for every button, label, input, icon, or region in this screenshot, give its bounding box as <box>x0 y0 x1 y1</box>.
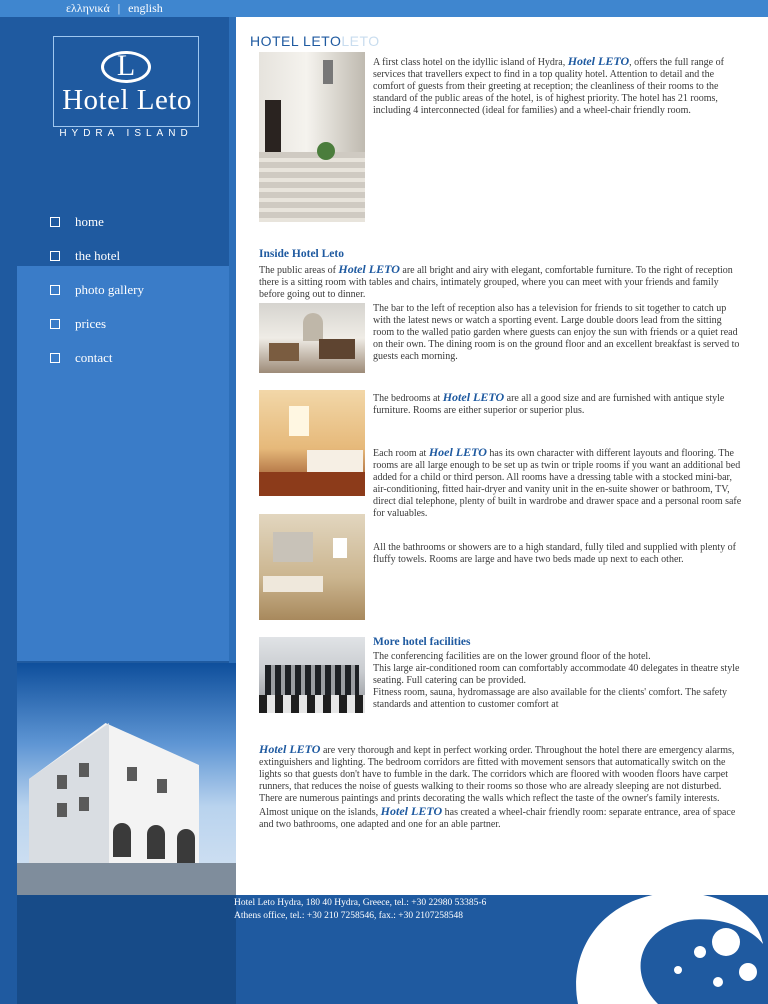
photo-detail <box>323 60 333 84</box>
photo-detail <box>307 450 363 472</box>
intro-paragraph <box>373 55 745 117</box>
bedrooms-paragraph <box>373 391 745 417</box>
bullet-square-icon <box>50 217 60 227</box>
bathroom-photo <box>259 514 365 620</box>
logo-initial: L <box>116 49 136 82</box>
each-room-paragraph <box>373 446 745 520</box>
swirl-dot <box>674 966 682 974</box>
text-run: are all a good size and are furnished with antique style furniture. Rooms are either superior or superior plus. <box>373 393 725 416</box>
hotel-name-highlight: Hotel LETO <box>259 742 321 756</box>
conference-room-photo <box>259 637 365 713</box>
text-run: are very thorough and kept in perfect working order. Throughout the hotel there are emergency alarms, extinguishers and lighting. The bedroom corridors are fitted with movement sensors that automatically switch on the lights so that guests don't have to fumble in the dark. The corridors which are floored with wooden floors have carpet runners, that reduces the noise of guests walking to their rooms so those who are already sleeping are not disturbed. There are numerous paintings and prints decorating the walls which reflect the taste of the owner's family interests. Almost unique on the islands, <box>259 745 735 818</box>
page-title-text: HOTEL LETO <box>250 33 342 49</box>
building-arch <box>113 823 131 857</box>
bullet-square-icon <box>50 251 60 261</box>
bullet-square-icon <box>50 319 60 329</box>
text-run: are all bright and airy with elegant, comfortable furniture. To the right of reception there is a sitting room with tables and chairs, intimately grouped, where you can meet with your friends and family before going out to dinner. <box>259 265 733 300</box>
text-run: The bedrooms at <box>373 393 443 404</box>
nav-item-home[interactable] <box>50 205 144 239</box>
photo-detail <box>303 313 323 341</box>
inside-paragraph <box>259 263 745 301</box>
building-window <box>127 767 137 781</box>
swirl-dot <box>694 946 706 958</box>
facilities-heading: More hotel facilities <box>373 636 471 648</box>
photo-detail <box>317 142 335 160</box>
language-switcher <box>66 0 163 16</box>
text-run: has created a wheel-chair friendly room: separate entrance, area of space and two bathrooms, one adapted and one for an able partner. <box>259 807 736 830</box>
text-run: The public areas of <box>259 265 339 276</box>
bullet-square-icon <box>50 353 60 363</box>
main-nav <box>50 205 144 375</box>
photo-detail <box>259 152 365 222</box>
swirl-dot <box>739 963 757 981</box>
nav-item-label: prices <box>75 316 107 331</box>
building-window <box>57 775 67 789</box>
swirl-dot <box>712 928 740 956</box>
footer-left-panel <box>17 895 236 1004</box>
nav-item-photo-gallery[interactable] <box>50 273 144 307</box>
building-window <box>57 803 67 817</box>
text-run: A first class hotel on the idyllic island of Hydra, <box>373 57 568 68</box>
photo-detail <box>333 538 347 558</box>
photo-detail <box>263 576 323 592</box>
building-window <box>157 779 167 793</box>
photo-detail <box>319 339 355 359</box>
bedroom-photo <box>259 390 365 496</box>
logo-name: Hotel Leto <box>62 84 192 116</box>
hotel-building-image <box>17 663 236 895</box>
facilities-line: This large air-conditioned room can comfortably accommodate 40 delegates in theatre style seating. Full catering can be provided. <box>373 663 740 686</box>
bathrooms-paragraph: All the bathrooms or showers are to a high standard, fully tiled and supplied with plenty of fluffy towels. Rooms are large and have two beds made up next to each other. <box>373 542 736 565</box>
building-reflection <box>17 863 236 895</box>
page-title-ghost: LETO <box>341 33 380 49</box>
photo-detail <box>265 665 359 695</box>
footer-contact <box>234 897 486 923</box>
inside-heading: Inside Hotel Leto <box>259 248 344 260</box>
hotel-name-highlight: Hotel LETO <box>380 804 443 818</box>
logo-subtitle: HYDRA ISLAND <box>59 128 193 139</box>
nav-item-contact[interactable] <box>50 341 144 375</box>
hotel-name-highlight: Hoel LETO <box>428 445 487 459</box>
hotel-name-highlight: Hotel LETO <box>567 54 630 68</box>
photo-detail <box>289 406 309 436</box>
text-run: Each room at <box>373 448 429 459</box>
lang-greek-link[interactable]: ελληνικά <box>66 1 110 15</box>
lounge-photo <box>259 303 365 373</box>
facilities-line: Fitness room, sauna, hydromassage are also available for the clients' comfort. The safety standards and attention to customer comfort at <box>373 687 728 710</box>
lang-english-link[interactable]: english <box>128 1 163 15</box>
facilities-line: The conferencing facilities are on the lower ground floor of the hotel. <box>373 651 651 662</box>
photo-detail <box>269 343 299 361</box>
bullet-square-icon <box>50 285 60 295</box>
nav-item-label: home <box>75 214 104 229</box>
hotel-name-highlight: Hotel LETO <box>442 390 505 404</box>
nav-item-label: the hotel <box>75 248 121 263</box>
bar-paragraph: The bar to the left of reception also has a television for friends to sit together to catch up with the latest news or watch a sporting event. Large double doors lead from the sitting room to the walled patio garden where guests can enjoy the sun with friends or a quiet read on their own. The dining room is on the ground floor and an excellent breakfast is served to guests each morning. <box>373 303 740 362</box>
lang-separator: | <box>117 1 121 15</box>
footer-athens-office: Athens office, tel.: +30 210 7258546, fax.: +30 2107258548 <box>234 911 464 921</box>
text-run: has its own character with different layouts and flooring. The rooms are all large enough to be set up as twin or triple rooms if you want an additional bed added for a child or third person. All rooms have a dressing table with a stocked mini-bar, air-conditioning, fitted hair-dryer and vanity unit in the en-suite shower or bathroom, TV, direct dial telephone, plenty of built in wardrobe and drawer space and a personal room safe for valuables. <box>373 448 742 519</box>
text-run: , offers the full range of services that travellers expect to find in a top quality hotel. Attention to detail and the comfort of guests from their greeting at reception; the cleanliness of their rooms to the standard of the public areas of the hotel, is of highest priority. The hotel has 21 rooms, including 4 interconnected (ideal for families) and a wheel-chair friendly room. <box>373 57 724 116</box>
nav-item-label: contact <box>75 350 113 365</box>
building-arch <box>177 829 195 863</box>
hotel-entrance-photo <box>259 52 365 222</box>
swirl-dot <box>713 977 723 987</box>
photo-detail <box>259 472 365 496</box>
photo-detail <box>265 100 281 152</box>
page-title <box>250 33 380 49</box>
closing-paragraph <box>259 743 745 831</box>
building-shade <box>29 723 109 863</box>
wave-swirl-icon <box>558 864 768 1004</box>
building-window <box>79 797 89 811</box>
nav-item-the-hotel[interactable] <box>50 239 144 273</box>
footer-address: Hotel Leto Hydra, 180 40 Hydra, Greece, tel.: +30 22980 53385-6 <box>234 898 487 908</box>
photo-detail <box>259 695 365 713</box>
building-window <box>79 763 89 777</box>
hotel-name-highlight: Hotel LETO <box>338 262 400 276</box>
nav-item-prices[interactable] <box>50 307 144 341</box>
photo-detail <box>273 532 313 562</box>
building-arch <box>147 825 165 859</box>
nav-item-label: photo gallery <box>75 282 144 297</box>
